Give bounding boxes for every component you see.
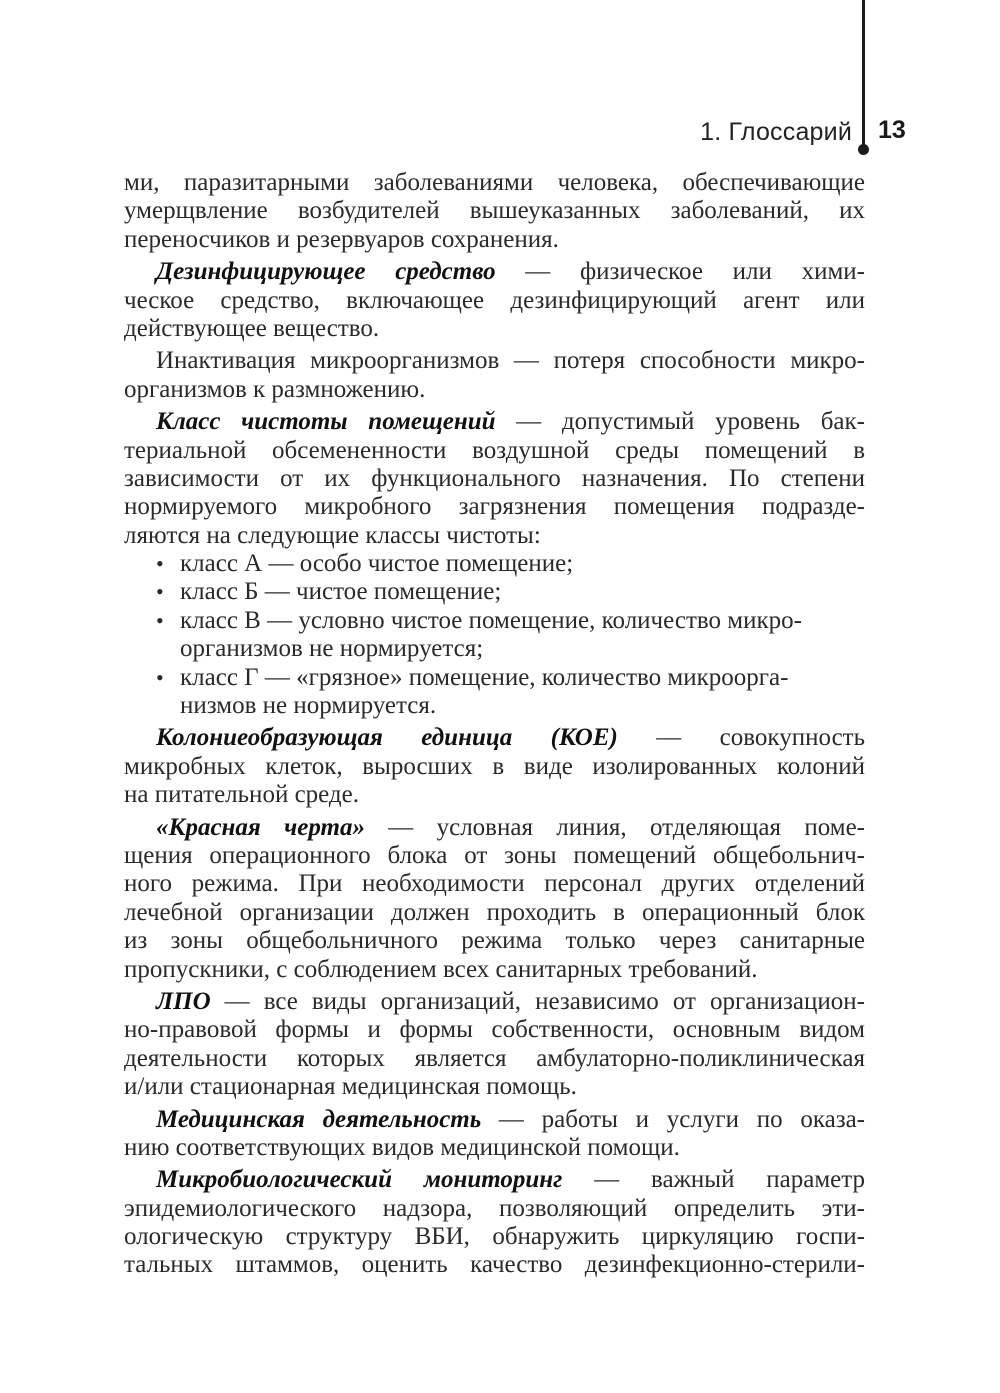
- text-line: эпидемиологического надзора, позволяющий определить эти-: [124, 1194, 865, 1222]
- bullet-icon: •: [156, 664, 164, 690]
- list-item-continuation: организмов не нормируется;: [180, 635, 484, 663]
- bullet-icon: •: [156, 551, 164, 577]
- text-line: ми, паразитарными заболеваниями человека, обеспечивающие: [124, 169, 865, 196]
- bullet-icon: •: [156, 579, 164, 605]
- text-line: тальных штаммов, оценить качество дезинфекционно-стерили-: [124, 1251, 865, 1279]
- glossary-term: Микробиологический мониторинг: [156, 1166, 563, 1194]
- definition-text: — условная линия, отделяющая поме-: [364, 813, 865, 841]
- text-line: умерщвление возбудителей вышеуказанных заболеваний, их: [124, 197, 865, 225]
- definition-text: — допустимый уровень бак-: [495, 408, 865, 436]
- glossary-entry-lpo: [124, 988, 865, 1016]
- text-line: нию соответствующих видов медицинской помощи.: [124, 1133, 680, 1161]
- definition-text: — физическое или хими-: [495, 258, 865, 286]
- glossary-term: Дезинфицирующее средство: [156, 258, 496, 286]
- text-line: переносчиков и резервуаров сохранения.: [124, 225, 559, 253]
- text-line: териальной обсемененности воздушной среды помещений в: [124, 436, 865, 464]
- chapter-title: 1. Глоссарий: [700, 118, 852, 146]
- running-header: [0, 112, 1000, 162]
- text-line: ного режима. При необходимости персонал других отделений: [124, 870, 865, 898]
- text-line: ляются на следующие классы чистоты:: [124, 521, 541, 549]
- list-item-continuation: низмов не нормируется.: [180, 692, 437, 720]
- glossary-entry-room-class: [124, 408, 865, 436]
- glossary-term: Медицинская деятельность: [156, 1105, 482, 1133]
- glossary-entry-micro-monitoring: [124, 1166, 865, 1194]
- definition-text: — работы и услуги по оказа-: [481, 1105, 865, 1133]
- list-item: • класс Г — «грязное» помещение, количество микроорга-: [156, 663, 789, 691]
- text-line: пропускники, с соблюдением всех санитарных требований.: [124, 955, 758, 983]
- page-number: 13: [878, 116, 906, 144]
- definition-text: — все виды организаций, независимо от организацион-: [210, 987, 865, 1015]
- list-item: • класс А — особо чистое помещение;: [156, 550, 574, 578]
- glossary-entry-disinfectant: [124, 258, 865, 286]
- glossary-entry-red-line: [124, 814, 865, 842]
- text-line: лечебной организации должен проходить в операционный блок: [124, 898, 865, 926]
- text-line: и/или стационарная медицинская помощь.: [124, 1073, 577, 1101]
- text-line: щения операционного блока от зоны помещений общебольнич-: [124, 841, 865, 869]
- text-line: зависимости от их функционального назначения. По степени: [124, 464, 865, 492]
- header-vertical-rule: [862, 0, 865, 150]
- glossary-entry-cfu: [124, 724, 865, 752]
- header-dot-marker: [858, 144, 869, 155]
- glossary-entry-medical-activity: [124, 1106, 865, 1134]
- glossary-entry-inactivation: Инактивация микроорганизмов — потеря способности микро-: [156, 347, 865, 375]
- list-item: • класс Б — чистое помещение;: [156, 578, 502, 606]
- list-item: • класс В — условно чистое помещение, количество микро-: [156, 606, 802, 634]
- definition-text: — важный параметр: [562, 1166, 865, 1194]
- glossary-term: «Красная черта»: [156, 813, 365, 841]
- glossary-term: Класс чистоты помещений: [156, 408, 496, 436]
- text-line: микробных клеток, выросших в виде изолированных колоний: [124, 752, 865, 780]
- text-line: организмов к размножению.: [124, 375, 426, 403]
- text-line: из зоны общебольничного режима только через санитарные: [124, 927, 865, 955]
- text-line: на питательной среде.: [124, 781, 359, 809]
- definition-text: — совокупность: [617, 724, 865, 752]
- text-line: нормируемого микробного загрязнения помещения подразде-: [124, 493, 865, 521]
- text-line: но-правовой формы и формы собственности, основным видом: [124, 1016, 865, 1044]
- text-line: ологическую структуру ВБИ, обнаружить циркуляцию госпи-: [124, 1223, 865, 1251]
- body-text: [124, 169, 865, 1280]
- glossary-term: Колониеобразующая единица (КОЕ): [156, 724, 618, 752]
- text-line: деятельности которых является амбулаторно-поликлиническая: [124, 1044, 865, 1072]
- text-line: действующее вещество.: [124, 314, 380, 342]
- text-line: ческое средство, включающее дезинфицирующий агент или: [124, 286, 865, 314]
- glossary-term: ЛПО: [156, 987, 211, 1015]
- bullet-icon: •: [156, 607, 164, 633]
